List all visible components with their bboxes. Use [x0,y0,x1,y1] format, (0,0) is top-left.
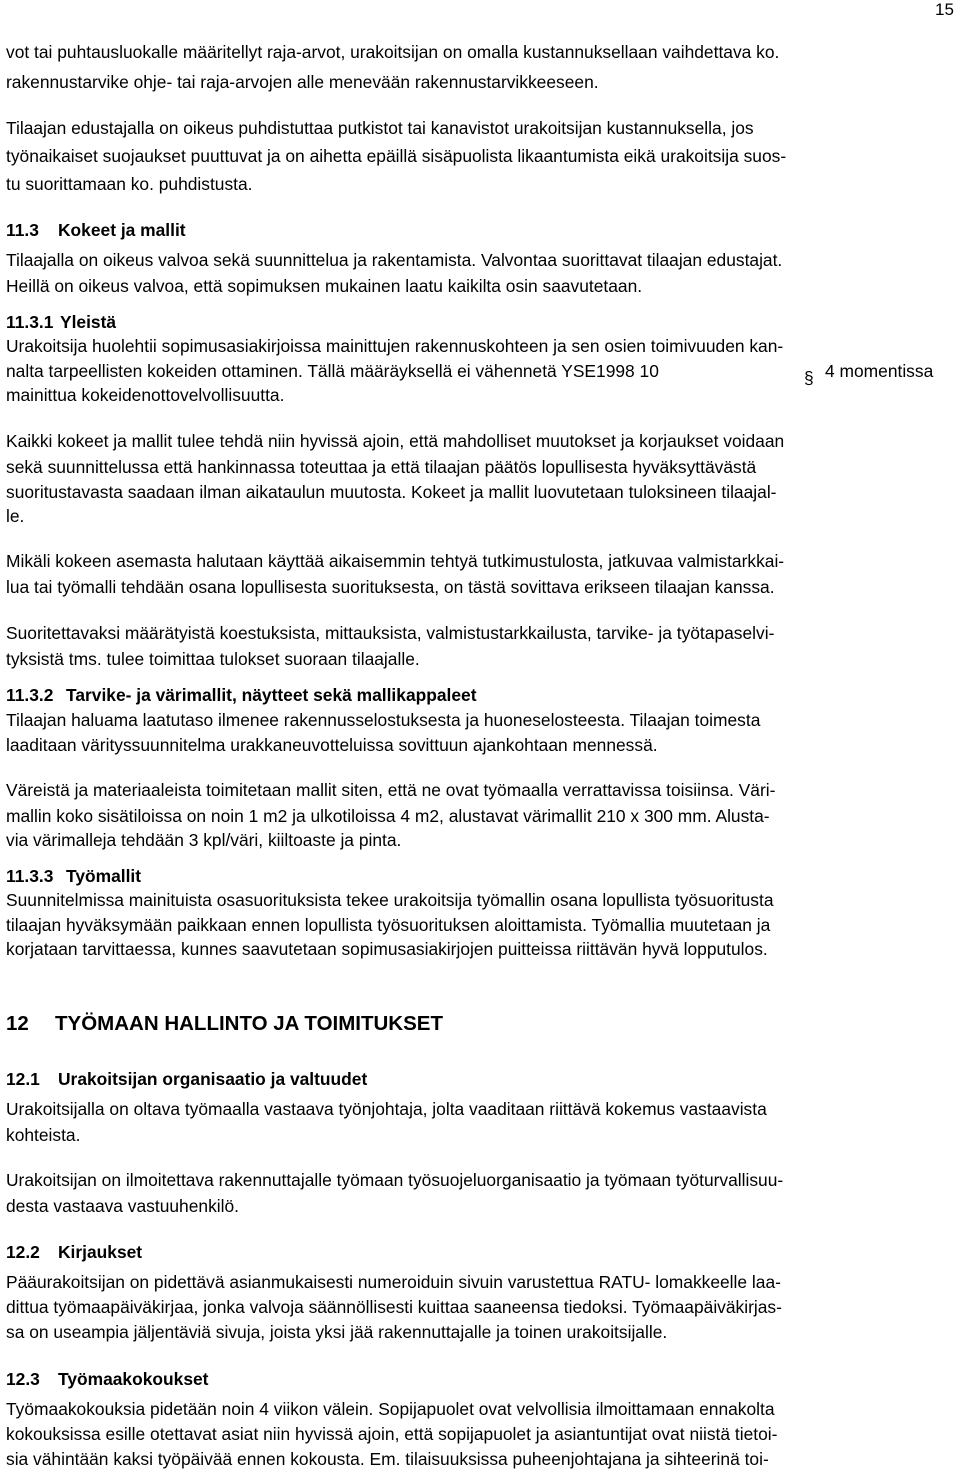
heading-number: 12.1 [6,1069,40,1089]
heading-number: 11.3.1 [6,312,54,332]
text-line: Väreistä ja materiaaleista toimitetaan mallit siten, että ne ovat työmaalla verrattavissa toisiinsa. Väri- [6,780,776,800]
heading-number: 11.3 [6,220,39,240]
page-number: 15 [935,0,954,19]
heading-12-1 [6,1069,367,1090]
text-line: sia vähintään kaksi työpäivää ennen kokousta. Em. tilaisuuksissa puheenjohtajana ja sihteerinä toi- [6,1449,769,1469]
heading-title: Työmaakokoukset [58,1369,209,1389]
text-line: Mikäli kokeen asemasta halutaan käyttää aikaisemmin tehtyä tutkimustulosta, jatkuvaa valmistarkkai- [6,551,785,571]
text-line: kokouksissa esille otettavat asiat niin hyvissä ajoin, että sopijapuolet ja asiantuntijat ovat niistä tietoi- [6,1424,778,1444]
text-line: Suoritettavaksi määrätyistä koestuksista, mittauksista, valmistustarkkailusta, tarvike- ja työtapaselvi- [6,623,775,643]
heading-title: TYÖMAAN HALLINTO JA TOIMITUKSET [55,1012,443,1035]
text-line: Suunnitelmissa mainituista osasuorituksista tekee urakoitsija työmallin osana lopullista työsuoritusta [6,890,774,910]
heading-12-3 [6,1369,208,1390]
heading-number: 12.3 [6,1369,40,1389]
heading-12 [6,1012,443,1036]
text-line: Pääurakoitsijan on pidettävä asianmukaisesti numeroiduin sivuin varustettua RATU- lomakkeelle laa- [6,1272,781,1292]
text-line: Tilaajan edustajalla on oikeus puhdistuttaa putkistot tai kanavistot urakoitsijan kustannuksella, jos [6,118,754,138]
text-line: Tilaajan haluama laatutaso ilmenee rakennusselostuksesta ja huoneselosteesta. Tilaajan toimesta [6,710,761,730]
text-line: korjataan tarvittaessa, kunnes saavutetaan sopimusasiakirjojen puitteissa riittävän hyvä lopputulos. [6,939,768,959]
section-sign: § [804,368,814,388]
heading-11-3-1 [6,312,116,333]
text-line: kohteista. [6,1125,81,1145]
text-line: nalta tarpeellisten kokeiden ottaminen. Tällä määräyksellä ei vähennetä YSE1998 10 [6,361,659,381]
text-line: dittua työmaapäiväkirjaa, jonka valvoja säännöllisesti kuittaa saaneensa tiedoksi. Työmaapäiväkirjas- [6,1297,782,1317]
heading-number: 11.3.2 [6,685,54,705]
heading-number: 12.2 [6,1242,40,1262]
text-line: sa on useampia jäljentäviä sivuja, joista yksi jää rakennuttajalle ja toinen urakoitsijalle. [6,1322,668,1342]
text-line: suoritustavasta saadaan ilman aikataulun muutosta. Kokeet ja mallit luovutetaan tuloksineen tilaajal- [6,482,777,502]
text-line: Tilaajalla on oikeus valvoa sekä suunnittelua ja rakentamista. Valvontaa suorittavat tilaajan edustajat. [6,250,783,270]
text-line: lua tai työmalli tehdään osana lopullisesta suorituksesta, on tästä sovittava erikseen tilaajan kanssa. [6,577,775,597]
text-line: vot tai puhtausluokalle määritellyt raja-arvot, urakoitsijan on omalla kustannuksellaan vaihdettava ko. [6,42,780,62]
text-line: tilaajan hyväksymään paikkaan ennen lopullista työsuorituksen aloittamista. Työmallia muutetaan ja [6,915,771,935]
text-line: mainittua kokeidenottovelvollisuutta. [6,385,285,405]
text-line: sekä suunnittelussa että hankinnassa toteuttaa ja että tilaajan päätös lopullisesta hyväksyttävästä [6,457,757,477]
text-line: desta vastaava vastuuhenkilö. [6,1196,239,1216]
heading-title: Työmallit [66,866,142,886]
text-line: 4 momentissa [825,361,934,381]
text-line: laaditaan värityssuunnitelma urakkaneuvotteluissa sovittuun ajankohtaan mennessä. [6,735,658,755]
text-line: via värimalleja tehdään 3 kpl/väri, kiiltoaste ja pinta. [6,830,402,850]
text-line: tu suorittamaan ko. puhdistusta. [6,174,253,194]
heading-title: Yleistä [60,312,117,332]
text-line: le. [6,506,25,526]
heading-title: Tarvike- ja värimallit, näytteet sekä mallikappaleet [66,685,477,705]
text-line: Heillä on oikeus valvoa, että sopimuksen mukainen laatu kaikilta osin saavutetaan. [6,276,643,296]
text-line: Urakoitsijalla on oltava työmaalla vastaava työnjohtaja, jolta vaaditaan riittävä kokemus vastaavista [6,1099,767,1119]
heading-number: 12 [6,1012,29,1035]
text-line: rakennustarvike ohje- tai raja-arvojen alle menevään rakennustarvikkeeseen. [6,72,599,92]
text-line: mallin koko sisätiloissa on noin 1 m2 ja ulkotiloissa 4 m2, alustavat värimallit 210 x 300 mm. Alusta- [6,806,770,826]
text-line: tyksistä tms. tulee toimittaa tulokset suoraan tilaajalle. [6,649,420,669]
text-line: Urakoitsija huolehtii sopimusasiakirjoissa mainittujen rakennuskohteen ja sen osien toimivuuden kan- [6,336,784,356]
heading-11-3-3 [6,866,141,887]
text-line: työnaikaiset suojaukset puuttuvat ja on aihetta epäillä sisäpuolista likaantumista eikä urakoitsija suos- [6,146,787,166]
heading-11-3-2 [6,685,477,706]
text-line: Kaikki kokeet ja mallit tulee tehdä niin hyvissä ajoin, että mahdolliset muutokset ja korjaukset voidaan [6,431,785,451]
heading-12-2 [6,1242,142,1263]
text-line: Työmaakokouksia pidetään noin 4 viikon välein. Sopijapuolet ovat velvollisia ilmoittamaan ennakolta [6,1399,775,1419]
heading-number: 11.3.3 [6,866,54,886]
heading-title: Kokeet ja mallit [58,220,186,240]
heading-title: Urakoitsijan organisaatio ja valtuudet [58,1069,368,1089]
text-line: Urakoitsijan on ilmoitettava rakennuttajalle työmaan työsuojeluorganisaatio ja työmaan työturvallisuu- [6,1170,784,1190]
heading-title: Kirjaukset [58,1242,143,1262]
heading-11-3 [6,220,186,241]
